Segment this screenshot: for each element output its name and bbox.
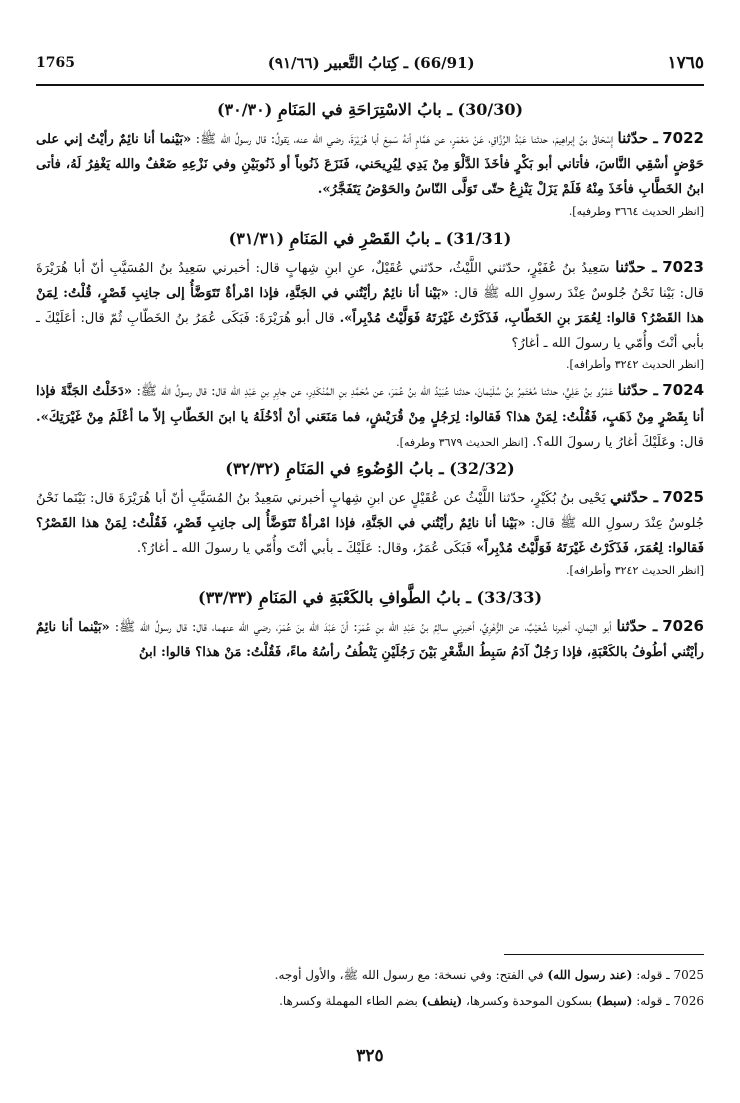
page-number-bottom: ٣٢٥ [356,1046,384,1066]
hadith-isnad: عَمْرُو بنُ عَلِيٍّ، حدثنا مُعْتَمِرُ بنُ سُلَيْمانَ، حدثنا عُبَيْدُ الله بنُ عُمَرَ، عن مُحَمَّدِ بنِ المُنْكَدِرِ، عن جابِرِ بنِ عَبْدِ الله قال: قال رسولُ الله ﷺ: [132,384,618,400]
hadith-lead: ـ حدّثنا [617,129,658,147]
hadith-number: 7022 [662,129,704,147]
chapter-heading: (31/31) ـ بابُ القَصْرِ في المَنَامِ (٣١/٣١) [228,228,512,248]
hadith-number: 7023 [662,257,704,276]
hadith-matn: «بَيْنما أنا نائِمٌ رأيْتُني أطُوفُ بالكَعْبَةِ، فإذا رَجُلٌ آدَمُ سَبِطُ الشَّعْرِ بَيْنَ رَجُلَيْنِ يَنْطُفُ رأسُهُ ماءً، فَقُلْتُ: مَنْ هذا؟ قالوا: ابنُ [36,619,704,660]
hadith-lead: ـ حدّثنا [616,616,658,635]
book-page [36,40,704,1080]
hadith-number: 7025 [662,488,704,507]
hadith-lead: ـ حدّثنا [615,257,657,276]
hadith-number: 7026 [662,616,704,635]
header-rule [36,84,704,86]
footnote-text: بسكون الموحدة وكسرها، [462,994,596,1008]
footnote-term: (عند رسول الله) [547,968,633,982]
page-number-latin: 1765 [36,55,75,71]
hadith-isnad: يَحْيى بنُ بُكَيْرٍ، حدّثنا اللَّيْثُ عن عُقَيْلٍ عن ابنِ شِهابٍ أخبرني سَعِيدُ بنُ المُسَيَّبِ أنّ أبا هُرَيْرَةَ قال: بَيْنَما نَحْنُ جُلوسٌ عِنْدَ رسولِ الله ﷺ قال: [36,491,704,532]
hadith-7023 [36,255,704,357]
footnotes [36,962,704,1014]
footnote-lead: 7026 ـ قوله: [632,994,704,1008]
hadith-reference: [انظر الحديث ٣٢٤٢ وأطرافه]. [566,358,704,372]
hadith-matn: «بَيْنا أنا نائِمٌ رأيْتُني في الجَنَّةِ، فإذا امْرأةٌ تَتَوَضَّأُ إلى جانِبِ قَصْرٍ، فَقُلْتُ: لِمَنْ هذا القَصْرُ؟ فَقالوا: لِعُمَرَ، فَذَكَرْتُ غَيْرَتَهُ فَوَلَّيْتُ مُدْبِراً» [36,516,704,557]
hadith-number: 7024 [662,381,705,400]
hadith-lead: ـ حدّثنا [617,381,658,400]
footnote-7026 [36,988,704,1014]
hadith-7024 [36,378,704,455]
footnote-7025 [36,962,704,988]
hadith-tail: فَبَكَى عُمَرُ، وقال: عَلَيْكَ ـ بأبي أنْتَ وأُمّي يا رسولَ الله ـ أغارُ؟. [136,541,477,557]
hadith-reference: [انظر الحديث ٣٢٤٢ وأطرافه]. [566,563,704,577]
hadith-lead: ـ حدّثني [609,488,658,507]
hadith-tail: قال أبو هُرَيْرَةَ: فَبَكَى عُمَرُ بنُ الخَطّابِ ثُمّ قال: أعَلَيْكَ ـ بأبي أنْتَ وأُمّي يا رسولَ الله ـ أغارُ؟ [36,311,704,352]
running-title: (66/91) ـ كِتابُ التَّعبير (٩١/٦٦) [267,54,475,72]
hadith-isnad: سَعِيدُ بنُ عُفَيْرٍ، حدّثني اللَّيْثُ، حدّثني عُقَيْلٌ، عنِ ابنِ شِهابٍ قال: أخبرني سَعِيدُ بنُ المُسَيَّبِ أنّ أبا هُرَيْرَةَ قال: بَيْنا نَحْنُ جُلوسٌ عِنْدَ رسولِ الله ﷺ قال: [36,260,704,301]
footnote-text: في الفتح: وفي نسخة: مع رسول الله ﷺ، والأول أوجه. [274,968,548,982]
footnote-text: بضم الطاء المهملة وكسرها. [279,994,422,1008]
chapter-heading: (33/33) ـ بابُ الطَّوافِ بالكَعْبَةِ في المَنَامِ (٣٣/٣٣) [197,587,543,607]
hadith-isnad: إِسْحَاقُ بنُ إبراهِيمَ، حدثنا عَبْدُ الرَّزَّاقِ، عَنْ مَعْمَرٍ، عن هَمَّامٍ أنهُ سَمِعَ أبا هُرَيْرَةَ، رضي الله عنه، يَقولُ: قال رسولُ الله ﷺ: [191,132,618,147]
hadith-matn: «بَيْنا أنا نائِمٌ رأيْتُني في الجَنَّةِ، فإذا امْرأةٌ تَتَوَضَّأُ إلى جانِبِ قَصْرٍ، قُلْتُ: لِمَنْ هذا القَصْرُ؟ قالوا: لِعُمَرَ بنِ الخَطّابِ، فَذَكَرْتُ غَيْرَتَهُ فَوَلَّيْتُ مُدْبِراً». [36,285,704,327]
hadith-7022 [36,126,704,203]
page-number-arabic: ١٧٦٥ [667,53,704,73]
hadith-7025 [36,485,704,562]
hadith-reference: [انظر الحديث ٣٦٦٤ وطرفيه]. [568,204,704,218]
hadith-reference: [انظر الحديث ٣٦٧٩ وطرفه]. [396,435,529,449]
footnote-lead: 7025 ـ قوله: [632,968,704,982]
hadith-7026 [36,614,704,665]
footnote-rule [504,954,704,955]
hadith-tail: قال: وعَلَيْكَ أغارُ يا رسولَ الله؟. [532,434,704,450]
footnote-term: (سبط) [596,994,633,1008]
main-text [36,96,704,665]
hadith-matn: «دَخَلْتُ الجَنَّةَ فإذا أنا بِقَصْرٍ مِنْ ذَهَبٍ، فَقُلْتُ: لِمَنْ هذا؟ فَقالوا: لِرَجُلٍ مِنْ قُرَيْشٍ، فما مَنَعَني أنْ أدْخُلَهُ يا ابنَ الخَطّابِ إلاّ ما أعْلَمُ مِنْ غَيْرَتِكَ». [36,384,704,425]
chapter-heading: (32/32) ـ بابُ الوُضُوءِ في المَنَامِ (٣٢/٣٢) [225,459,515,479]
hadith-matn: «بَيْنما أنا نائِمٌ رأيْتُ إني على حَوْضٍ أسْقِي النَّاسَ، فأتاني أبو بَكْرٍ فأخَذَ الدَّلْوَ مِنْ يَدِي لِيُرِيحَني، فَنَزَعَ ذَنُوباً أو ذَنُوبَيْنِ وفي نَزْعِهِ ضَعْفٌ والله يَغْفِرُ لَهُ، فأتى ابنُ الخَطَّابِ فأخَذَ مِنْهُ فَلَمْ يَزَلْ يَنْزِعُ حتّى تَوَلَّى النّاسُ والحَوْضُ يَتَفَجَّرُ». [36,132,704,198]
hadith-isnad: أبو اليَمانِ، أخبرنا شُعَيْبٌ، عن الزُّهْرِيِّ، أخبرني سالِمُ بنُ عَبْدِ الله بنِ عُمَرَ: أنّ عَبْدَ الله بنَ عُمَرَ، رضي الله عنهما، قال: قال رسولُ الله ﷺ: [109,619,617,635]
chapter-heading: (30/30) ـ بابُ الاسْتِرَاحَةِ في المَنَامِ (٣٠/٣٠) [216,100,524,119]
footnote-term: (ينطف) [421,994,463,1008]
running-header [36,48,704,78]
